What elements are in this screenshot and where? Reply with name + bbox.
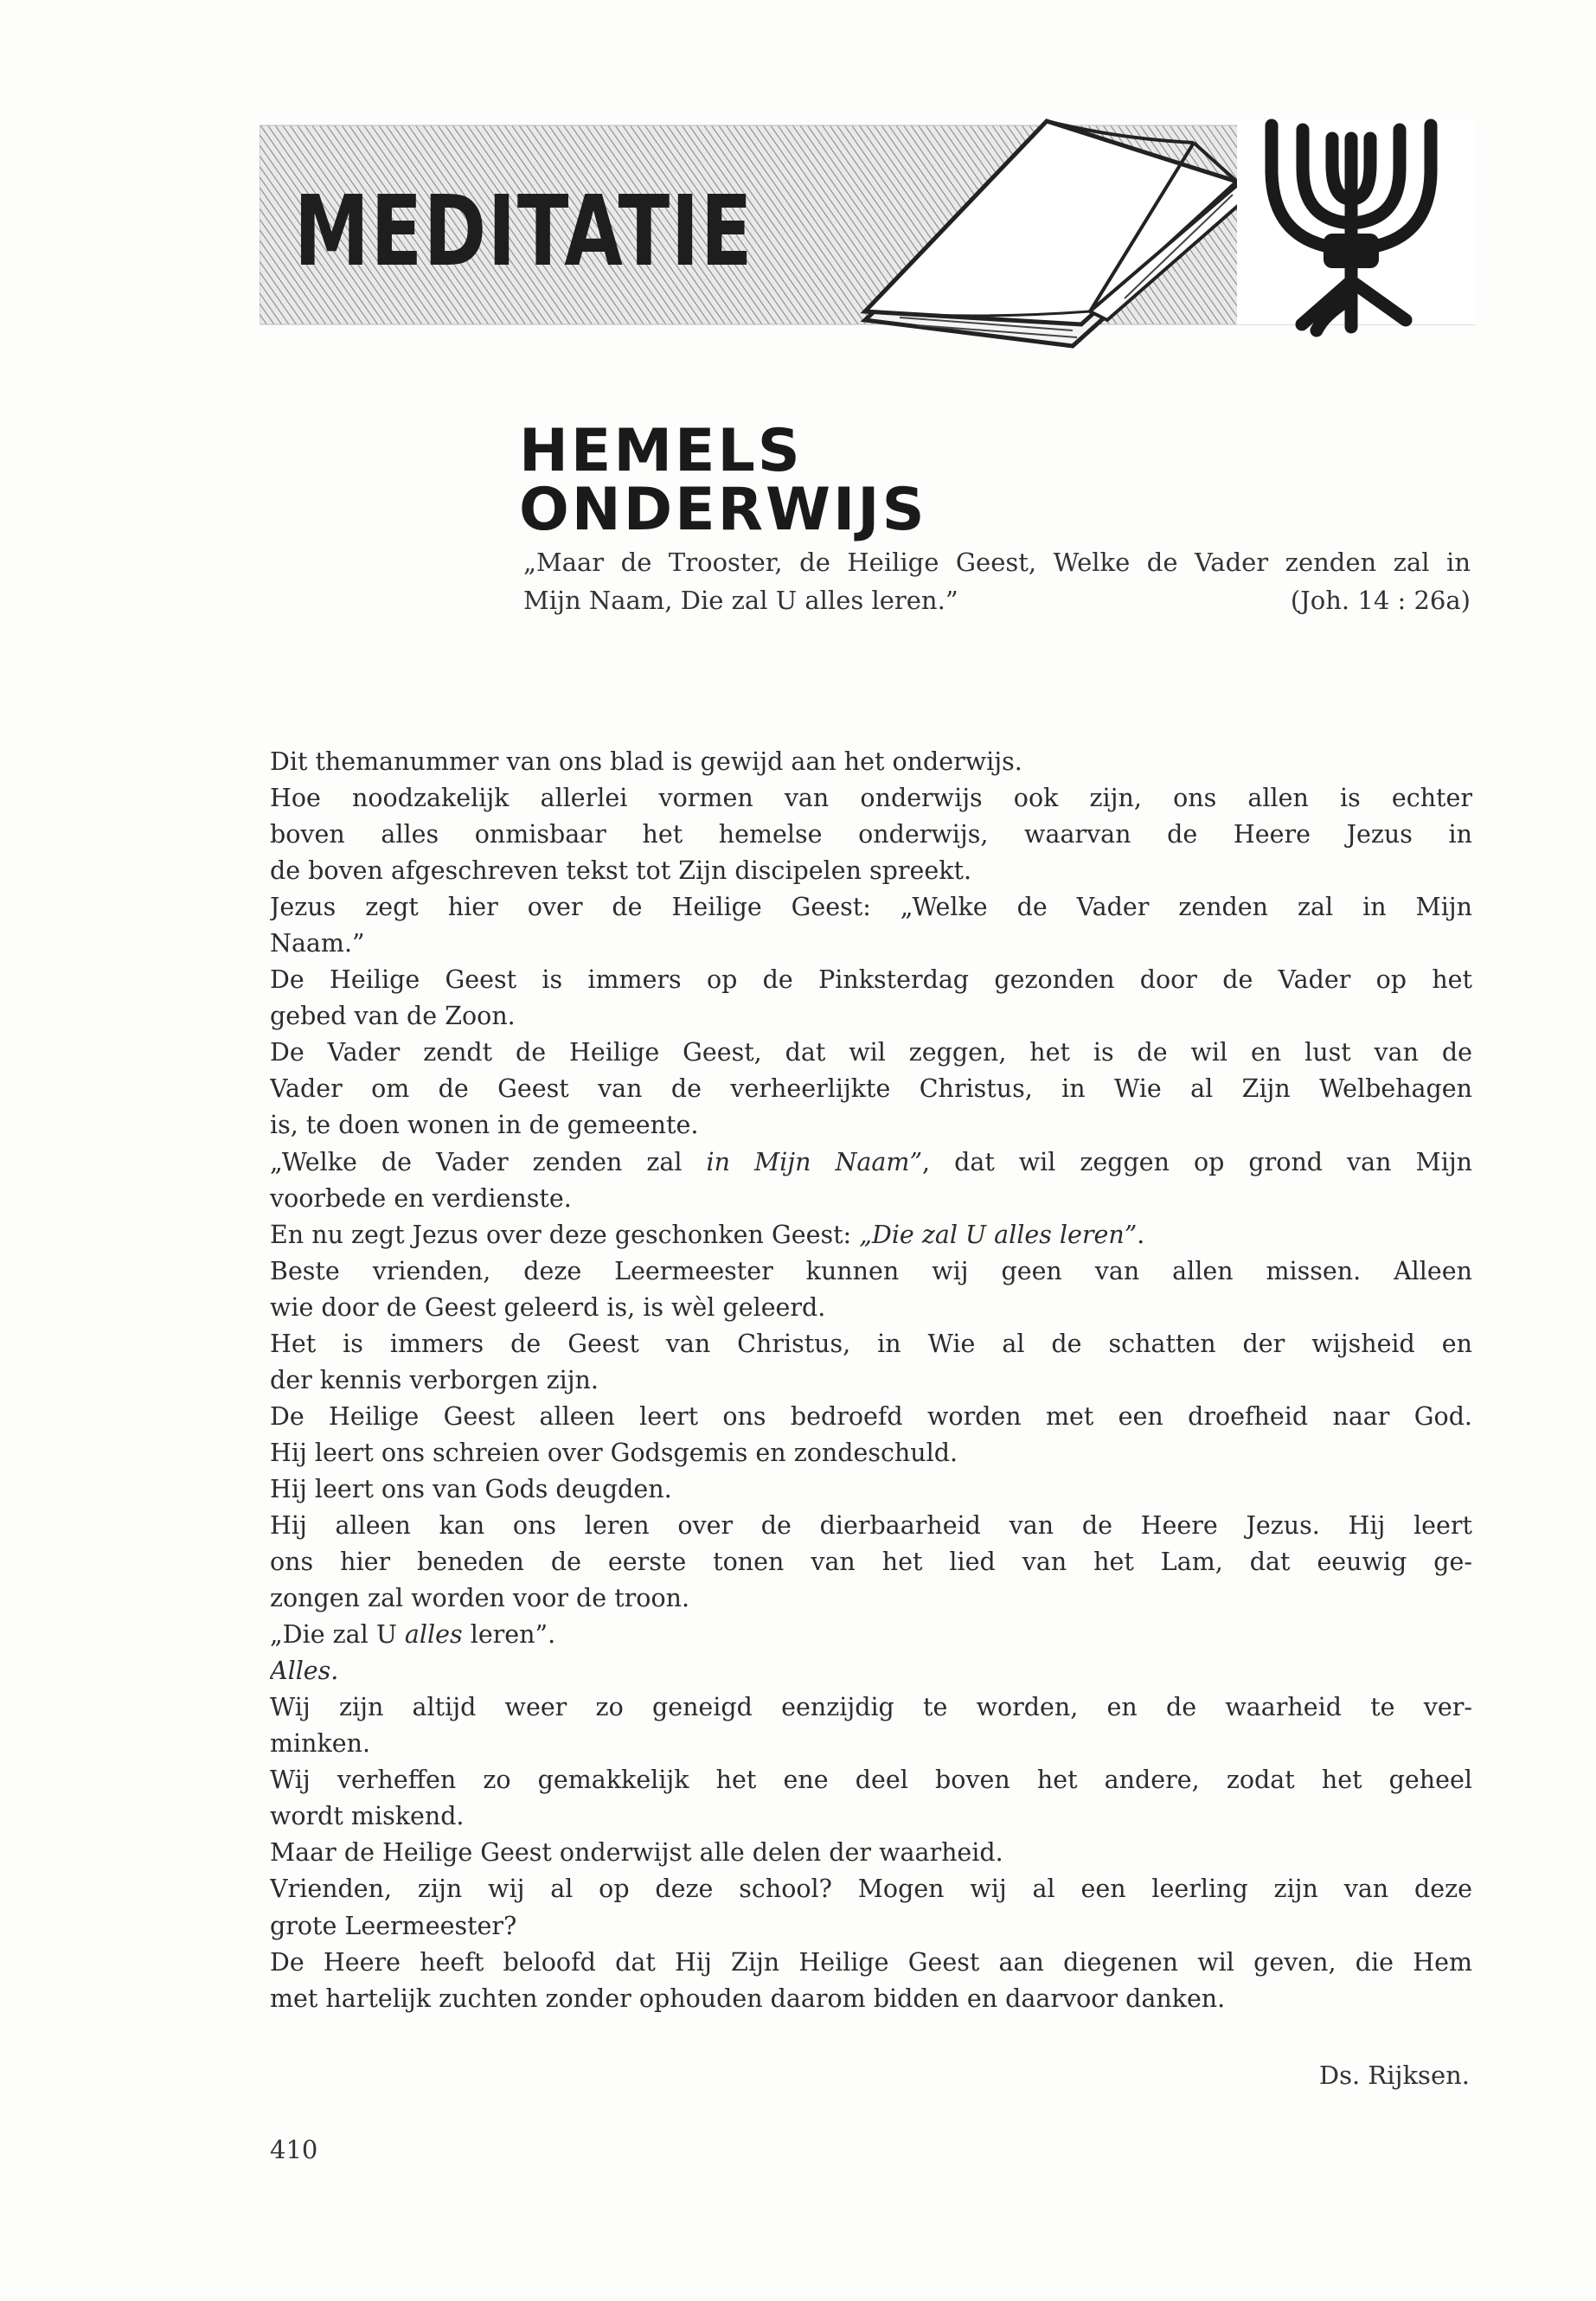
text-line [270, 1835, 1472, 1871]
text-line [270, 1071, 1472, 1107]
text-line [270, 1689, 1472, 1726]
line-text: . [1137, 1220, 1145, 1249]
line-text: leren”. [462, 1620, 556, 1650]
line-text: De Vader zendt de Heilige Geest, dat wil zeggen, het is de wil en lust van de [270, 1038, 1472, 1067]
line-text: met hartelijk zuchten zonder ophouden daarom bidden en daarvoor danken. [270, 1984, 1226, 2013]
text-line [270, 1181, 1472, 1217]
emphasis-text: „Die zal U alles leren” [859, 1220, 1138, 1249]
text-line [270, 1580, 1472, 1617]
emphasis-text: alles [404, 1620, 463, 1650]
text-line [270, 1362, 1472, 1399]
line-text: Het is immers de Geest van Christus, in Wie al de schatten der wijsheid en [270, 1329, 1472, 1358]
text-line [270, 817, 1472, 853]
text-line [270, 1144, 1472, 1181]
line-text: Vader om de Geest van de verheerlijkte Christus, in Wie al Zijn Welbehagen [270, 1074, 1472, 1104]
text-line [270, 1107, 1472, 1144]
line-text: „Die zal U [270, 1620, 405, 1650]
text-line [270, 1617, 1472, 1653]
meditatie-banner [260, 104, 1475, 350]
line-text: ons hier beneden de eerste tonen van het lied van het Lam, dat eeuwig ge- [270, 1548, 1472, 1577]
line-text: der kennis verborgen zijn. [270, 1365, 599, 1394]
line-text: Hij leert ons van Gods deugden. [270, 1474, 672, 1503]
epigraph-line: Mijn Naam, Die zal U alles leren.” [523, 586, 958, 615]
text-line [270, 1871, 1472, 1907]
line-text: En nu zegt Jezus over deze geschonken Geest: [270, 1220, 860, 1249]
text-line [270, 853, 1472, 889]
epigraph [523, 543, 1471, 619]
text-line [270, 1653, 1472, 1689]
line-text: grote Leermeester? [270, 1911, 517, 1940]
text-line [270, 1508, 1472, 1544]
line-text: zongen zal worden voor de troon. [270, 1584, 690, 1613]
banner-word: MEDITATIE [294, 176, 754, 288]
line-text: De Heilige Geest is immers op de Pinksterdag gezonden door de Vader op het [270, 965, 1472, 995]
line-text: is, te doen wonen in de gemeente. [270, 1111, 699, 1140]
page-number: 410 [270, 2135, 318, 2164]
text-line [270, 926, 1472, 962]
menorah-icon [1237, 121, 1475, 330]
line-text: Naam.” [270, 929, 365, 958]
text-line [270, 962, 1472, 998]
text-line [270, 1217, 1472, 1253]
text-line [270, 1945, 1472, 1981]
line-text: gebed van de Zoon. [270, 1002, 516, 1031]
line-text: wie door de Geest geleerd is, is wèl geleerd. [270, 1292, 826, 1322]
text-line [270, 1399, 1472, 1435]
article-body [270, 744, 1472, 2017]
line-text: wordt miskend. [270, 1802, 465, 1831]
epigraph-line: „Maar de Trooster, de Heilige Geest, Welke de Vader zenden zal in [523, 548, 1471, 577]
line-text: boven alles onmisbaar het hemelse onderwijs, waarvan de Heere Jezus in [270, 820, 1472, 849]
text-line [270, 1471, 1472, 1508]
line-text: De Heilige Geest alleen leert ons bedroefd worden met een droefheid naar God. [270, 1401, 1472, 1431]
article-title: HEMELS ONDERWIJS [519, 417, 927, 544]
line-text: Wij verheffen zo gemakkelijk het ene deel boven het andere, zodat het geheel [270, 1766, 1472, 1795]
text-line [270, 780, 1472, 817]
text-line [270, 1435, 1472, 1471]
line-text: minken. [270, 1729, 371, 1759]
text-line [270, 1798, 1472, 1835]
line-text: , dat wil zeggen op grond van Mijn [922, 1147, 1472, 1176]
text-line [270, 1908, 1472, 1945]
author-signature: Ds. Rijksen. [1318, 2061, 1470, 2090]
line-text: Vrienden, zijn wij al op deze school? Mogen wij al een leerling zijn van deze [270, 1875, 1472, 1904]
line-text: voorbede en verdienste. [270, 1183, 572, 1213]
text-line [270, 1326, 1472, 1362]
text-line [270, 744, 1472, 780]
text-line [270, 1544, 1472, 1580]
text-line [270, 1726, 1472, 1762]
text-line [270, 1290, 1472, 1326]
line-text: „Welke de Vader zenden zal [270, 1147, 707, 1176]
text-line [270, 998, 1472, 1035]
line-text: De Heere heeft beloofd dat Hij Zijn Heilige Geest aan diegenen wil geven, die Hem [270, 1947, 1472, 1977]
text-line [270, 1981, 1472, 2017]
line-text: Hij alleen kan ons leren over de dierbaarheid van de Heere Jezus. Hij leert [270, 1510, 1472, 1540]
line-text: Beste vrienden, deze Leermeester kunnen wij geen van allen missen. Alleen [270, 1256, 1472, 1285]
line-text: Hoe noodzakelijk allerlei vormen van onderwijs ook zijn, ons allen is echter [270, 784, 1472, 813]
text-line [270, 1253, 1472, 1290]
emphasis-text: Alles. [270, 1657, 339, 1686]
line-text: Wij zijn altijd weer zo geneigd eenzijdig te worden, en de waarheid te ver- [270, 1693, 1472, 1722]
text-line [270, 1035, 1472, 1071]
line-text: de boven afgeschreven tekst tot Zijn discipelen spreekt. [270, 856, 972, 886]
scripture-reference: (Joh. 14 : 26a) [1290, 586, 1471, 615]
emphasis-text: in Mijn Naam” [706, 1147, 923, 1176]
text-line [270, 889, 1472, 926]
line-text: Hij leert ons schreien over Godsgemis en zondeschuld. [270, 1438, 958, 1467]
line-text: Jezus zegt hier over de Heilige Geest: „Welke de Vader zenden zal in Mijn [270, 893, 1472, 922]
line-text: Maar de Heilige Geest onderwijst alle delen der waarheid. [270, 1838, 1003, 1868]
line-text: Dit themanummer van ons blad is gewijd aan het onderwijs. [270, 747, 1022, 776]
text-line [270, 1762, 1472, 1798]
